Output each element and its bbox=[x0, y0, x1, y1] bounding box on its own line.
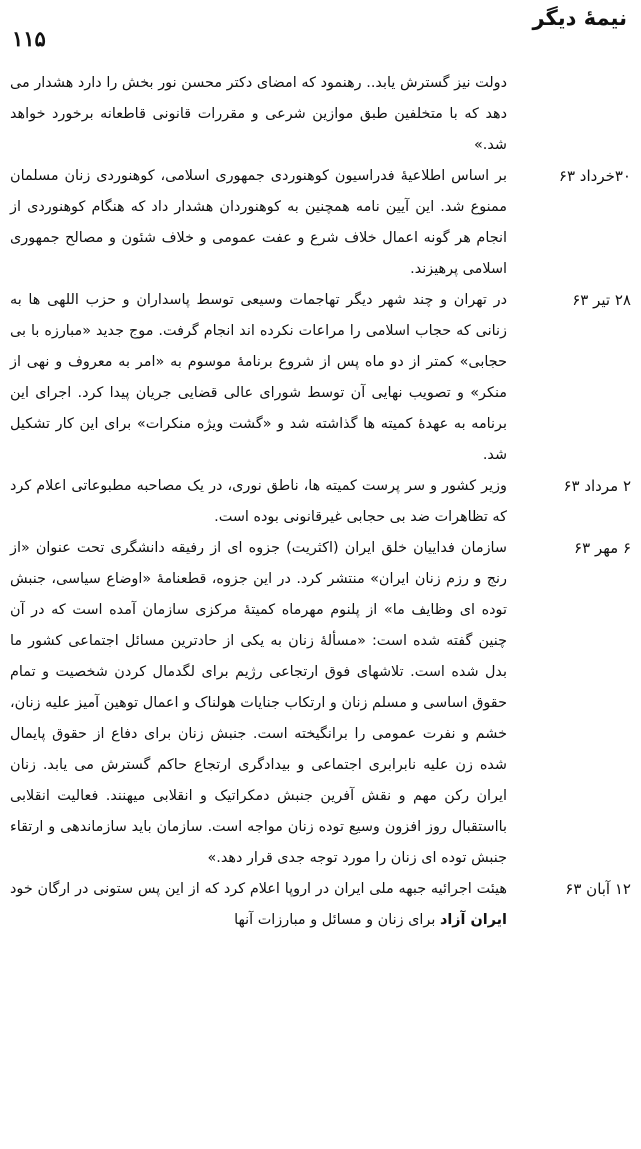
entry-text: در تهران و چند شهر دیگر تهاجمات وسیعی توسط پاسداران و حزب اللهی ها به زنانی که حجاب اسلامی را مراعات نکرده اند انجام گرفت. موج جدید «مبارزه با بی حجابی» کمتر از دو ماه پس از شروع برنامهٔ موسوم به «امر به معروف و نهی از منکر» و تصویب نهایی آن توسط شورای عالی قضایی جریان پیدا کرد. اجرای این برنامه به عهدهٔ کمیته ها گذاشته شد و «گشت ویژه منکرات» برای این کار تشکیل شد. bbox=[10, 292, 507, 463]
entry-text-part: برای زنان و مسائل و مبارزات آنها bbox=[234, 912, 440, 928]
entry-28-tir-63 bbox=[0, 285, 641, 471]
entry-text: وزیر کشور و سر پرست کمیته ها، ناطق نوری، در یک مصاحبه مطبوعاتی اعلام کرد که تظاهرات ضد بی حجابی غیرقانونی بوده است. bbox=[10, 478, 507, 525]
entry-text bbox=[10, 874, 507, 936]
publication-title: ایران آزاد bbox=[439, 912, 507, 928]
entry-date: ۳۰خرداد ۶۳ bbox=[558, 167, 631, 185]
entry-text-part: هیئت اجرائیه جبهه ملی ایران در اروپا اعلام کرد که از این پس ستونی در ارگان خود bbox=[10, 881, 507, 897]
entry-2-mordad-63 bbox=[0, 471, 641, 533]
entry-date: ۲۸ تیر ۶۳ bbox=[572, 291, 631, 309]
entry-date: ۱۲ آبان ۶۳ bbox=[565, 880, 631, 898]
entry-continuation bbox=[0, 68, 641, 161]
entry-text: دولت نیز گسترش یابد.. رهنمود که امضای دکتر محسن نور بخش را دارد هشدار می دهد که با متخلفین طبق موازین شرعی و مقررات قانونی قاطعانه برخورد خواهد شد.» bbox=[10, 75, 507, 153]
running-head: نیمهٔ دیگر bbox=[532, 6, 627, 30]
entry-date: ۶ مهر ۶۳ bbox=[574, 539, 631, 557]
entry-6-mehr-63 bbox=[0, 533, 641, 874]
entry-text: بر اساس اطلاعیهٔ فدراسیون کوهنوردی جمهوری اسلامی، کوهنوردی زنان مسلمان ممنوع شد. این آیین نامه همچنین به کوهنوردان هشدار داد که هنگام کوهنوردی از انجام هر گونه اعمال خلاف شرع و عفت عمومی و خلاف شئون و مصالح جمهوری اسلامی پرهیزند. bbox=[10, 168, 507, 277]
entry-text: سازمان فداییان خلق ایران (اکثریت) جزوه ای از رفیقه دانشگری تحت عنوان «از رنج و رزم زنان ایران» منتشر کرد. در این جزوه، قطعنامهٔ «اوضاع سیاسی، جنبش توده ای وظایف ما» از پلنوم مهرماه کمیتهٔ مرکزی سازمان آمده است که در آن چنین گفته شده است: «مسألهٔ زنان به یکی از حادترین مسائل اجتماعی کشور ما بدل شده است. تلاشهای فوق ارتجاعی رژیم برای لگدمال کردن شخصیت و تمام حقوق اساسی و مسلم زنان و ارتکاب جنایات هولناک و اعمال توهین آمیز علیه زنان، خشم و نفرت عمومی را برانگیخته است. جنبش زنان برای دفاع از حقوق پایمال شده زن علیه نابرابری اجتماعی و بیدادگری ارتجاع حاکم گسترش می یابد. زنان ایران رکن مهم و نقش آفرین جنبش دمکراتیک و انقلابی میهنند. فعالیت انقلابی بااستقبال روز افزون وسیع توده زنان مواجه است. سازمان باید سازماندهی و ارتقاء جنبش توده ای زنان را مورد توجه جدی قرار دهد.» bbox=[10, 540, 507, 866]
entry-date: ۲ مرداد ۶۳ bbox=[563, 477, 631, 495]
entry-12-aban-63 bbox=[0, 874, 641, 936]
entry-30-khordad-63 bbox=[0, 161, 641, 285]
page-number: ۱۱۵ bbox=[12, 26, 46, 51]
chronology-text bbox=[0, 68, 641, 936]
